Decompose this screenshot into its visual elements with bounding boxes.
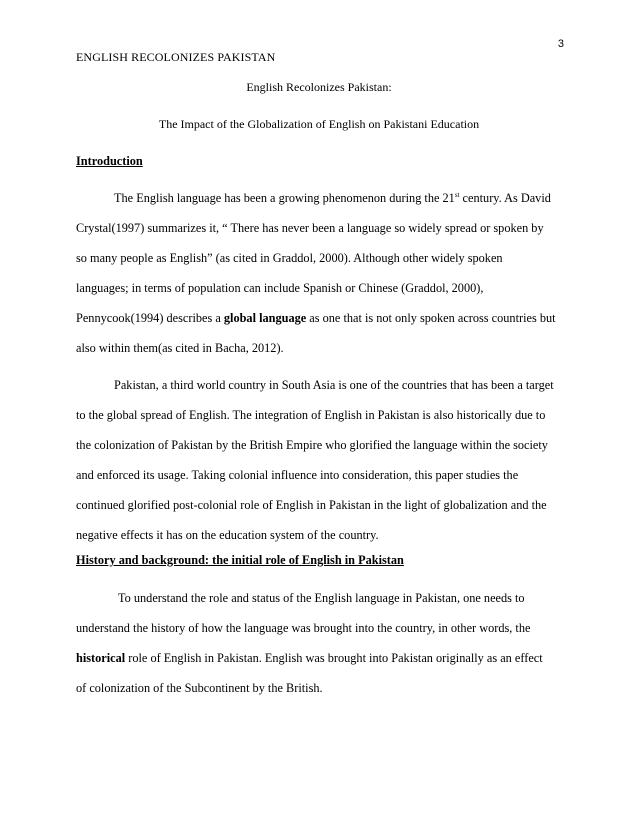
history-heading: History and background: the initial role of English in Pakistan bbox=[76, 553, 404, 567]
paragraph-line: languages; in terms of population can include Spanish or Chinese (Graddol, 2000), bbox=[76, 281, 484, 295]
paragraph-line: so many people as English” (as cited in Graddol, 2000). Although other widely spoken bbox=[76, 251, 503, 265]
paragraph-line: also within them(as cited in Bacha, 2012). bbox=[76, 341, 284, 355]
paragraph-line bbox=[76, 311, 556, 326]
text-run: Pennycook(1994) describes a bbox=[76, 311, 224, 325]
page-number: 3 bbox=[557, 38, 564, 50]
paragraph-line: the colonization of Pakistan by the British Empire who glorified the language within the society bbox=[76, 438, 548, 452]
paragraph-line: of colonization of the Subcontinent by the British. bbox=[76, 681, 323, 695]
title-line-1: English Recolonizes Pakistan: bbox=[246, 80, 392, 94]
bold-term: historical bbox=[76, 651, 126, 665]
paragraph-line: understand the history of how the language was brought into the country, in other words, the bbox=[76, 621, 531, 635]
text-run: as one that is not only spoken across countries but bbox=[306, 311, 556, 325]
paragraph-line: To understand the role and status of the English language in Pakistan, one needs to bbox=[118, 591, 525, 605]
bold-term: global language bbox=[223, 311, 307, 325]
title-line-2: The Impact of the Globalization of English on Pakistani Education bbox=[158, 117, 480, 131]
superscript: st bbox=[454, 191, 460, 199]
text-run: The English language has been a growing phenomenon during the 21 bbox=[114, 191, 455, 205]
running-head: ENGLISH RECOLONIZES PAKISTAN bbox=[76, 50, 276, 64]
paragraph-line: Pakistan, a third world country in South Asia is one of the countries that has been a target bbox=[114, 378, 554, 392]
paragraph-line: Crystal(1997) summarizes it, “ There has never been a language so widely spread or spoken by bbox=[76, 221, 544, 235]
paragraph-line: negative effects it has on the education system of the country. bbox=[76, 528, 379, 542]
paragraph-line: and enforced its usage. Taking colonial influence into consideration, this paper studies the bbox=[76, 468, 519, 482]
paragraph-line bbox=[76, 651, 543, 666]
paragraph-line: continued glorified post-colonial role of English in Pakistan in the light of globalization and the bbox=[76, 498, 547, 512]
introduction-heading: Introduction bbox=[76, 154, 143, 168]
paragraph-line bbox=[114, 191, 551, 206]
paragraph-line: to the global spread of English. The integration of English in Pakistan is also historically due to bbox=[76, 408, 546, 422]
text-run: role of English in Pakistan. English was brought into Pakistan originally as an effect bbox=[125, 651, 543, 665]
text-run: century. As David bbox=[459, 191, 551, 205]
